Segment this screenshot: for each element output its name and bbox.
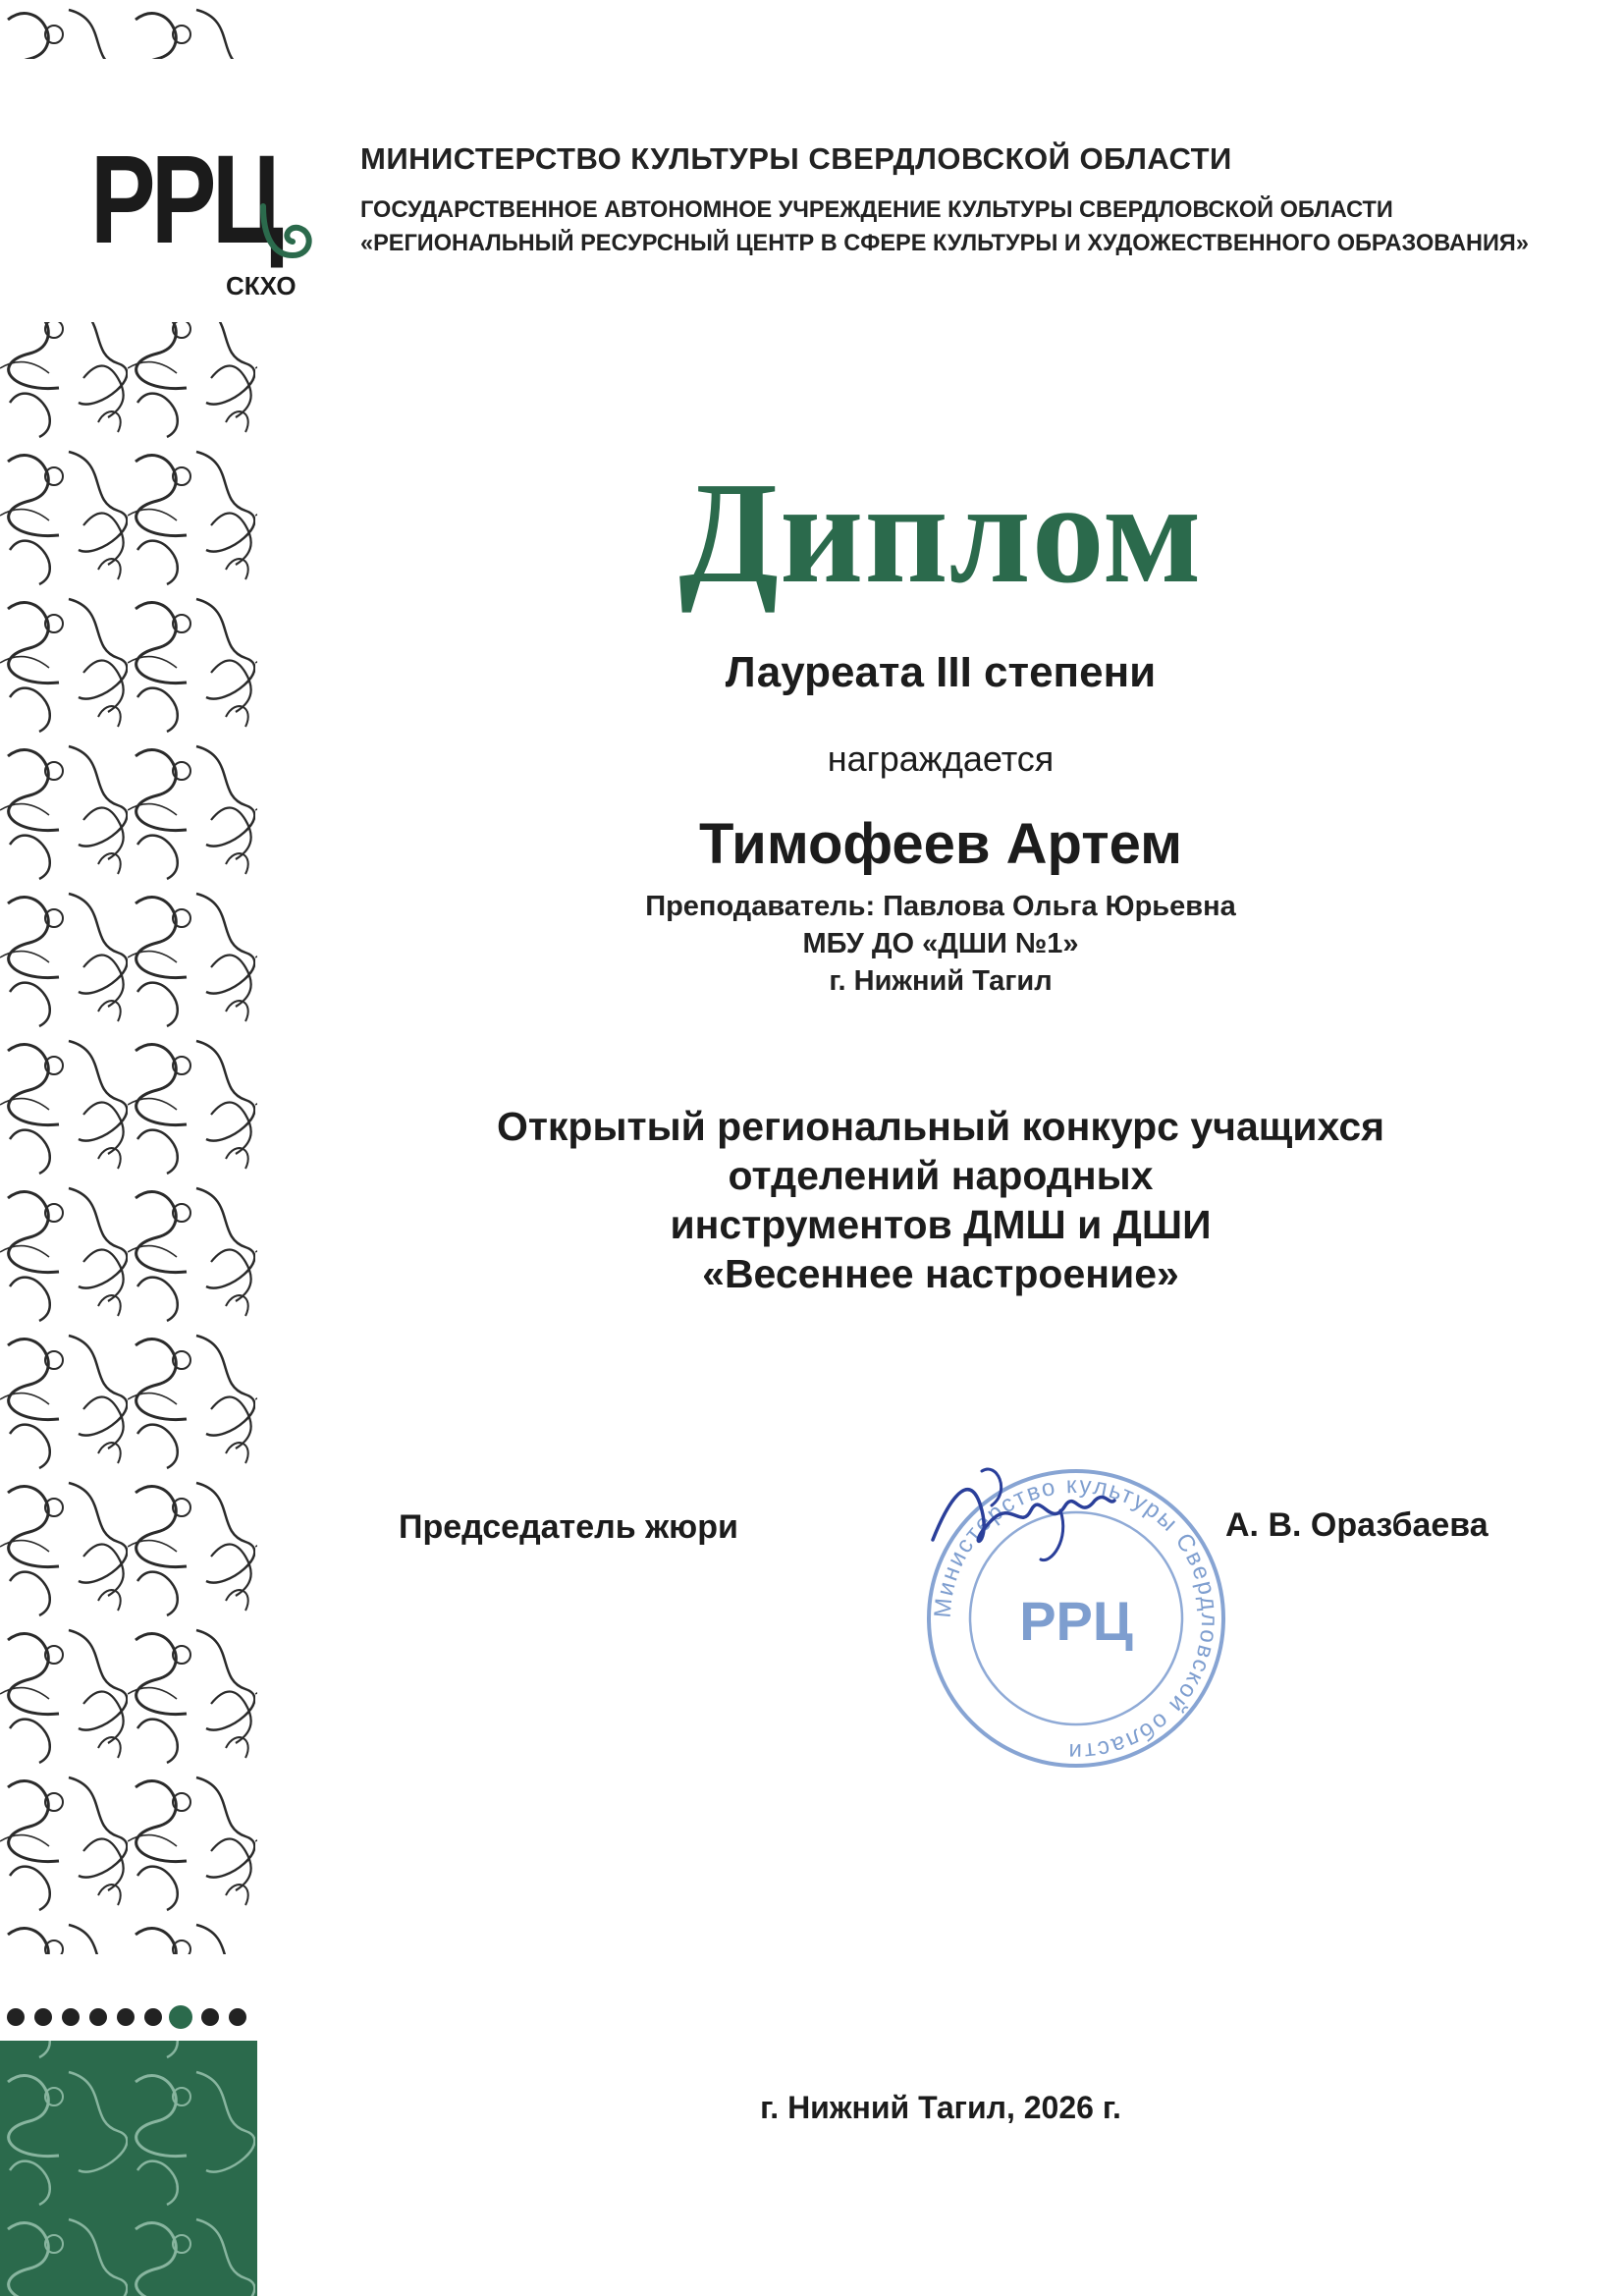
logo-subtitle: СКХО [226, 271, 297, 301]
contest-line-3: инструментов ДМШ и ДШИ [670, 1202, 1212, 1247]
laureate-degree: Лауреата III степени [725, 648, 1157, 696]
logo-swirl-icon [253, 196, 322, 275]
calligraphy-pattern [0, 0, 257, 2296]
logo-letters: РРЦ [90, 130, 280, 270]
contest-line-4: «Весеннее настроение» [702, 1251, 1179, 1296]
contest-line-1: Открытый региональный конкурс учащихся [496, 1104, 1385, 1149]
dot-row [7, 2005, 246, 2029]
city-line: г. Нижний Тагил [829, 965, 1053, 997]
header [360, 141, 1597, 263]
teacher-line: Преподаватель: Павлова Ольга Юрьевна [645, 891, 1236, 922]
institution-line-2: «РЕГИОНАЛЬНЫЙ РЕСУРСНЫЙ ЦЕНТР В СФЕРЕ КУЛЬТУРЫ И ХУДОЖЕСТВЕННОГО ОБРАЗОВАНИЯ» [360, 230, 1529, 256]
recipient-name: Тимофеев Артем [698, 812, 1183, 876]
diploma-title: Диплом [678, 453, 1203, 614]
stamp-center-text: РРЦ [1019, 1590, 1133, 1652]
stamp-text: Министерство культуры Свердловской области [929, 1471, 1223, 1766]
contest-line-2: отделений народных [728, 1153, 1154, 1198]
decorative-side-strip [0, 0, 257, 2296]
jury-chair-name: А. В. Оразбаева [1225, 1506, 1489, 1544]
school-line: МБУ ДО «ДШИ №1» [802, 928, 1079, 959]
handwritten-signature [923, 1451, 1119, 1569]
awarded-text: награждается [827, 738, 1055, 779]
footer-place-date: г. Нижний Тагил, 2026 г. [760, 2090, 1121, 2125]
contest-title [257, 1102, 1624, 1298]
ministry-name: МИНИСТЕРСТВО КУЛЬТУРЫ СВЕРДЛОВСКОЙ ОБЛАСТИ [360, 141, 1232, 176]
jury-chair-label: Председатель жюри [399, 1508, 738, 1546]
institution-line-1: ГОСУДАРСТВЕННОЕ АВТОНОМНОЕ УЧРЕЖДЕНИЕ КУЛЬТУРЫ СВЕРДЛОВСКОЙ ОБЛАСТИ [360, 196, 1393, 223]
recipient-details [257, 888, 1624, 1000]
